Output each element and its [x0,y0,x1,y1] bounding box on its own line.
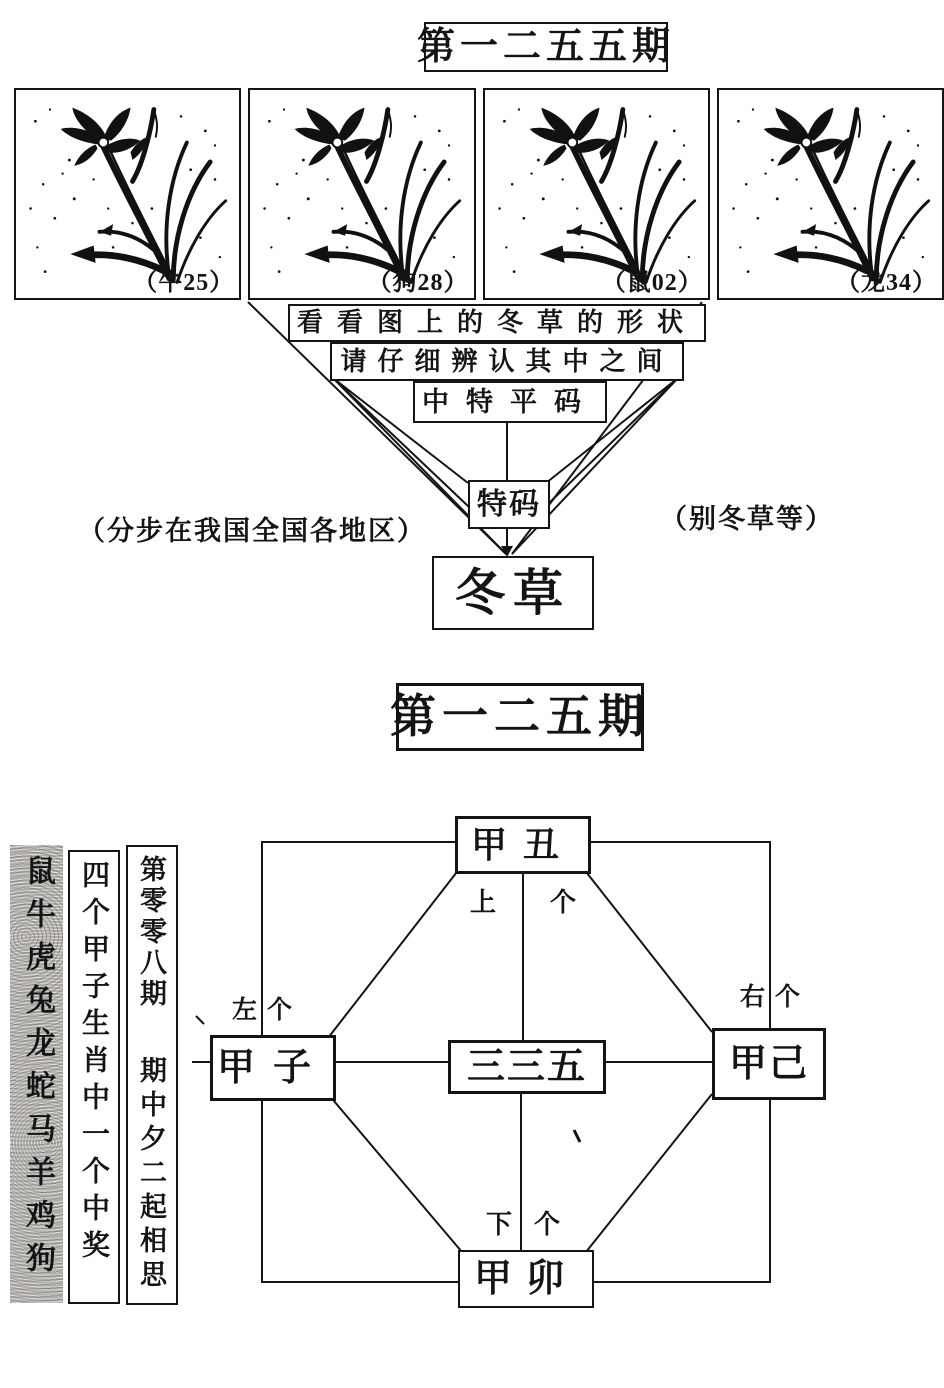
zodiac-strip: 鼠牛虎兔龙蛇马羊鸡狗 [10,845,63,1303]
orchid-illustration [250,90,473,298]
label-char: 个 [549,888,576,917]
label-char: 个 [774,984,800,1011]
diagram-label-left [232,998,292,1023]
label-char: 个 [266,997,292,1024]
hint-strip-right-bottom: 期中夕二起相思 [136,1056,166,1294]
orchid-panel-rat [483,88,710,300]
funnel-box-special-code: 特码 [468,480,550,529]
hint-strip-middle: 四个甲子生肖中一个中奖 [68,850,120,1304]
diagram-node-jiamao: 甲卯 [458,1250,594,1308]
label-char: 上 [470,888,497,917]
diagram-node-jiazi: 甲子 [210,1035,336,1101]
funnel-box-look-at-shape: 看看图上的冬草的形状 [288,304,706,342]
note-distribution: （分步在我国全国各地区） [78,516,426,546]
label-char: 左 [232,997,258,1024]
scan-mark [196,1016,204,1024]
orchid-illustration [16,90,239,298]
period-title-1255: 第一二五五期 [424,22,668,72]
scan-mark [574,1130,580,1142]
hint-strip-right [126,845,178,1305]
panel-label: （龙34） [836,270,937,296]
diagram-label-right [740,985,800,1010]
period-title-125: 第一二五期 [396,683,644,751]
diagram-node-335: 三三五 [448,1040,606,1094]
funnel-box-special-flat-code: 中特平码 [413,381,607,423]
panel-label: （鼠02） [601,270,703,296]
funnel-box-identify-carefully: 请仔细辨认其中之间 [330,342,684,381]
label-char: 下 [486,1210,513,1239]
panel-label: （狗28） [367,270,469,296]
orchid-panel-ox [14,88,241,300]
diagram-node-jiaji: 甲己 [712,1028,826,1100]
panel-label: （牛25） [133,270,235,296]
orchid-panel-dog [248,88,475,300]
funnel-box-winter-grass: 冬草 [432,556,594,630]
label-char: 右 [740,984,766,1011]
diagram-label-up [470,890,576,916]
diagram-label-down [486,1212,560,1238]
orchid-illustration [485,90,708,298]
hint-strip-right-top: 第零零八期 [136,855,166,1010]
note-other-winter-grass: （别冬草等） [660,504,834,534]
orchid-panel-row [14,88,944,300]
diagram-node-jiachou: 甲丑 [455,816,591,874]
label-char: 个 [533,1210,560,1239]
orchid-illustration [719,90,942,298]
orchid-panel-dragon [717,88,944,300]
